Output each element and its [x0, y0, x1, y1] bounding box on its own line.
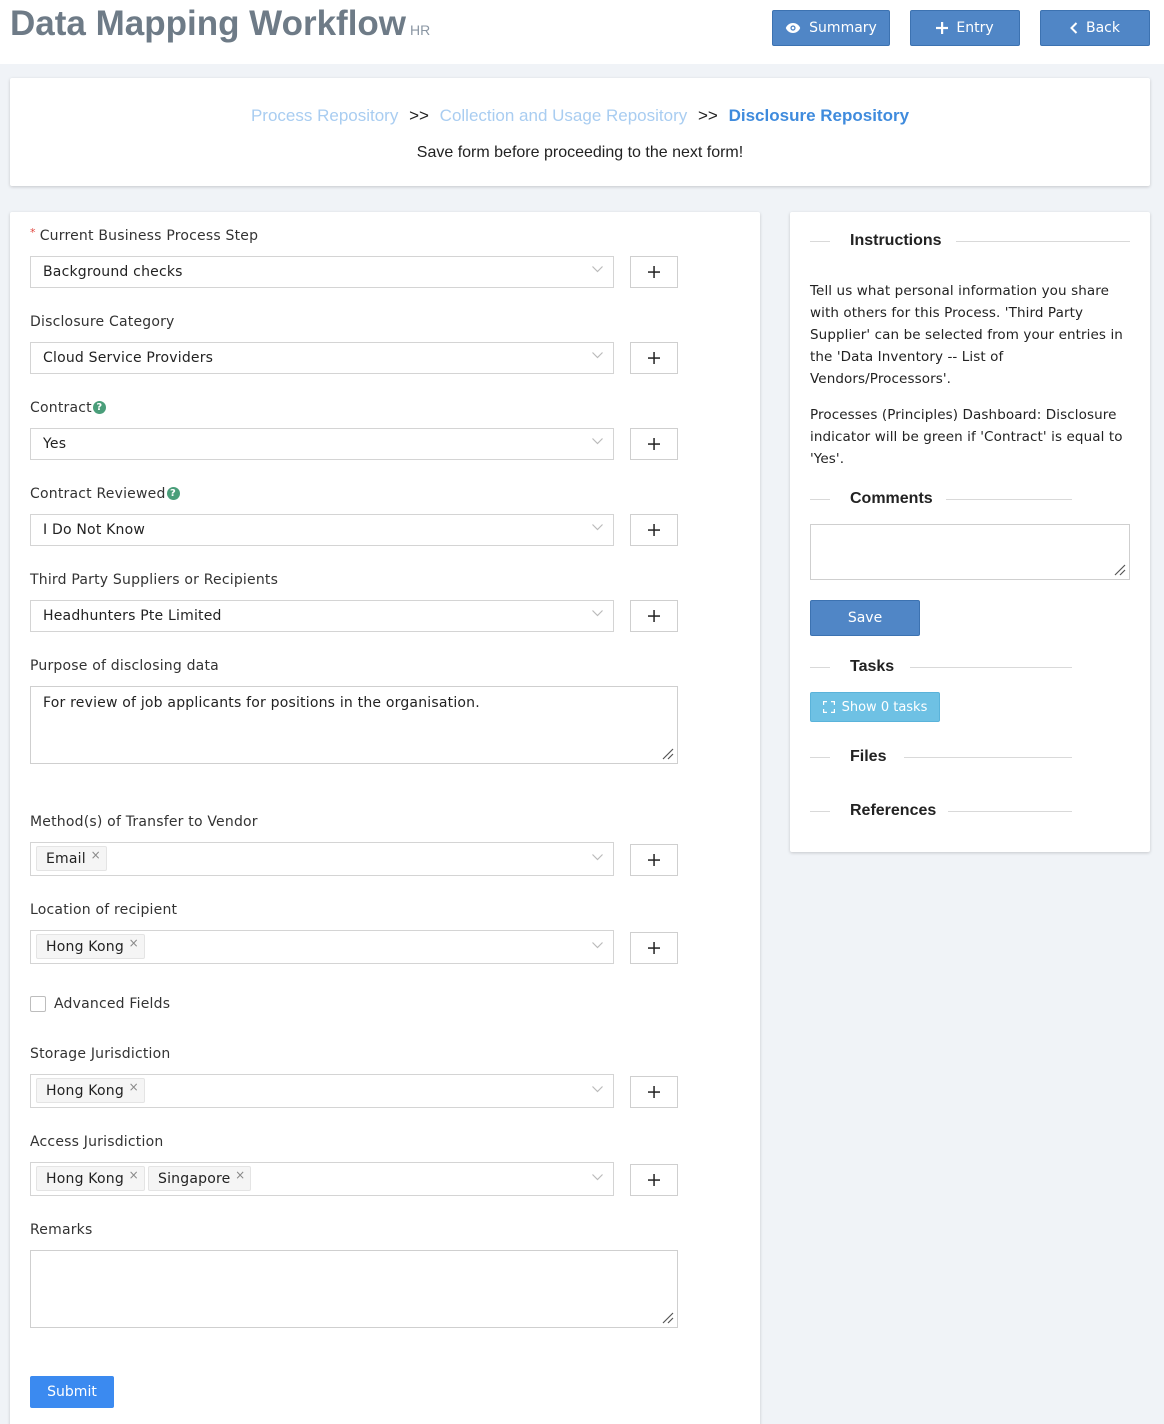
sidebar-panel [790, 212, 1150, 852]
current-step-value: Background checks [43, 264, 183, 280]
add-contract-button[interactable] [630, 428, 678, 460]
chevron-down-icon [592, 1174, 603, 1181]
chevron-down-icon [592, 854, 603, 861]
tasks-title: Tasks [850, 658, 895, 675]
chevron-down-icon [592, 610, 603, 617]
location-label: Location of recipient [30, 902, 178, 918]
add-location-button[interactable] [630, 932, 678, 964]
help-icon[interactable]: ? [167, 487, 180, 500]
comments-textarea[interactable] [810, 524, 1130, 580]
save-comment-button[interactable]: Save [810, 600, 920, 636]
methods-select[interactable] [30, 842, 614, 876]
advanced-fields-checkbox[interactable] [30, 996, 46, 1012]
contract-reviewed-select[interactable] [30, 514, 614, 546]
required-mark: * [30, 226, 36, 239]
plus-icon [936, 22, 948, 34]
show-tasks-button[interactable] [810, 692, 940, 722]
add-third-party-button[interactable] [630, 600, 678, 632]
instructions-title: Instructions [850, 232, 942, 249]
add-storage-jurisdiction-button[interactable] [630, 1076, 678, 1108]
chevron-down-icon [592, 942, 603, 949]
third-party-select[interactable] [30, 600, 614, 632]
disclosure-category-label: Disclosure Category [30, 314, 175, 330]
contract-reviewed-value: I Do Not Know [43, 522, 146, 538]
purpose-textarea[interactable] [30, 686, 678, 764]
purpose-value: For review of job applicants for positions in the organisation. [43, 695, 480, 711]
resize-grip-icon[interactable] [660, 746, 674, 760]
plus-icon [648, 1086, 660, 1098]
contract-select[interactable] [30, 428, 614, 460]
chevron-down-icon [592, 1086, 603, 1093]
breadcrumb-card [10, 78, 1150, 186]
remove-tag-icon[interactable]: × [90, 848, 101, 862]
chevron-down-icon [592, 352, 603, 359]
help-icon[interactable]: ? [93, 401, 106, 414]
third-party-label: Third Party Suppliers or Recipients [30, 572, 279, 588]
tag-hong-kong: Hong Kong × [36, 1078, 145, 1103]
resize-grip-icon[interactable] [660, 1310, 674, 1324]
plus-icon [648, 438, 660, 450]
save-notice: Save form before proceeding to the next form! [416, 144, 744, 161]
remarks-label: Remarks [30, 1222, 93, 1238]
submit-button[interactable]: Submit [30, 1376, 114, 1408]
back-button-label: Back [1086, 20, 1120, 36]
resize-grip-icon[interactable] [1112, 562, 1126, 576]
plus-icon [648, 352, 660, 364]
add-contract-reviewed-button[interactable] [630, 514, 678, 546]
plus-icon [648, 266, 660, 278]
breadcrumb-separator: >> [698, 106, 718, 125]
third-party-value: Headhunters Pte Limited [43, 608, 222, 624]
comments-title: Comments [850, 490, 933, 507]
instructions-text-1: Tell us what personal information you share with others for this Process. 'Third Party Supplier' can be selected from your entries in the 'Data Inventory -- List of Vendors/Processors'. [810, 283, 1123, 387]
chevron-down-icon [592, 266, 603, 273]
disclosure-category-select[interactable] [30, 342, 614, 374]
expand-icon [823, 701, 835, 713]
chevron-down-icon [592, 438, 603, 445]
add-method-button[interactable] [630, 844, 678, 876]
methods-label: Method(s) of Transfer to Vendor [30, 814, 258, 830]
purpose-label: Purpose of disclosing data [30, 658, 219, 674]
breadcrumb [10, 106, 1150, 126]
back-button[interactable] [1040, 10, 1150, 46]
plus-icon [648, 524, 660, 536]
remove-tag-icon[interactable]: × [128, 1168, 139, 1182]
access-jurisdiction-label: Access Jurisdiction [30, 1134, 164, 1150]
instructions-text-2: Processes (Principles) Dashboard: Disclosure indicator will be green if 'Contract' is equal to 'Yes'. [810, 407, 1123, 467]
top-bar [0, 0, 1164, 64]
show-tasks-label: Show 0 tasks [841, 699, 928, 715]
tag-singapore: Singapore × [148, 1166, 251, 1191]
remove-tag-icon[interactable]: × [128, 936, 139, 950]
remarks-textarea[interactable] [30, 1250, 678, 1328]
contract-value: Yes [43, 436, 67, 452]
remove-tag-icon[interactable]: × [128, 1080, 139, 1094]
remove-tag-icon[interactable]: × [235, 1168, 246, 1182]
plus-icon [648, 1174, 660, 1186]
breadcrumb-disclosure-repository: Disclosure Repository [728, 106, 910, 125]
breadcrumb-collection-usage-repository[interactable]: Collection and Usage Repository [439, 106, 688, 125]
advanced-fields-label[interactable]: Advanced Fields [54, 996, 171, 1012]
tag-hong-kong: Hong Kong × [36, 1166, 145, 1191]
plus-icon [648, 942, 660, 954]
page-subtitle: HR [410, 22, 431, 38]
entry-button-label: Entry [956, 20, 994, 36]
chevron-left-icon [1070, 22, 1078, 34]
add-access-jurisdiction-button[interactable] [630, 1164, 678, 1196]
plus-icon [648, 854, 660, 866]
entry-button[interactable] [910, 10, 1020, 46]
disclosure-form [10, 212, 760, 1424]
chevron-down-icon [592, 524, 603, 531]
storage-jurisdiction-select[interactable] [30, 1074, 614, 1108]
contract-label: Contract ? [30, 400, 106, 416]
breadcrumb-process-repository[interactable]: Process Repository [250, 106, 399, 125]
summary-button-label: Summary [809, 20, 877, 36]
add-disclosure-category-button[interactable] [630, 342, 678, 374]
current-step-label: * Current Business Process Step [30, 226, 259, 244]
tag-hong-kong: Hong Kong × [36, 934, 145, 959]
plus-icon [648, 610, 660, 622]
references-title: References [850, 802, 937, 819]
eye-icon [785, 22, 801, 34]
page-title [10, 4, 430, 44]
add-current-step-button[interactable] [630, 256, 678, 288]
tag-email: Email × [36, 846, 107, 871]
storage-jurisdiction-label: Storage Jurisdiction [30, 1046, 171, 1062]
files-title: Files [850, 748, 887, 765]
disclosure-category-value: Cloud Service Providers [43, 350, 214, 366]
location-select[interactable] [30, 930, 614, 964]
contract-reviewed-label: Contract Reviewed ? [30, 486, 180, 502]
access-jurisdiction-select[interactable] [30, 1162, 614, 1196]
summary-button[interactable] [772, 10, 890, 46]
page-title-text: Data Mapping Workflow [10, 4, 407, 43]
current-step-select[interactable] [30, 256, 614, 288]
breadcrumb-separator: >> [409, 106, 429, 125]
